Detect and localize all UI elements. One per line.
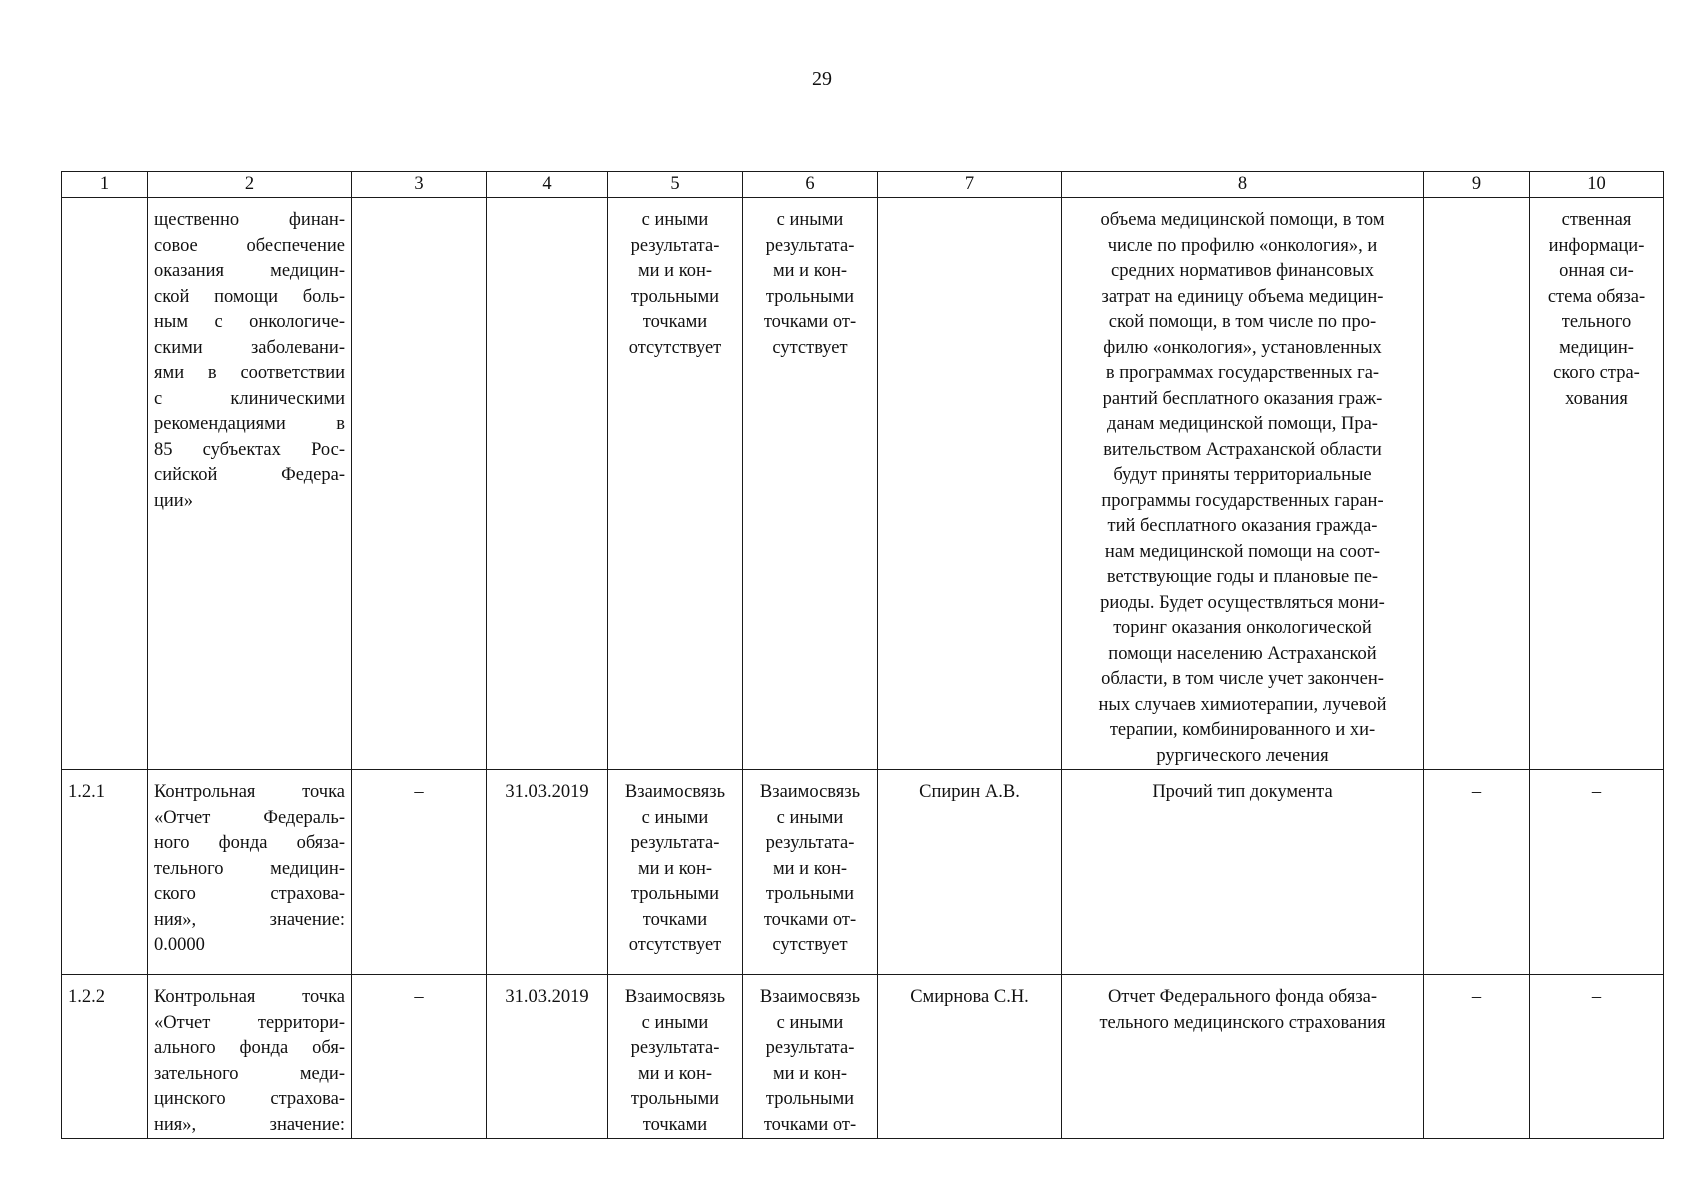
cell-text-line: торинг оказания онкологической — [1113, 618, 1372, 638]
column-header: 1 — [62, 172, 148, 198]
cell-text-line: трольными — [765, 884, 855, 904]
cell-text-line: онная си- — [1559, 261, 1634, 281]
cell-text-line: ственная — [1561, 210, 1632, 230]
cell-text-line: оказания медицин- — [154, 261, 345, 281]
cell-text-line: ми и кон- — [637, 858, 713, 879]
cell-description — [148, 198, 352, 770]
cell-text-line: – — [1591, 987, 1602, 1007]
cell-text-line: сийской Федера- — [154, 465, 345, 485]
cell-text-line: тельного медицинского страхования — [1099, 1012, 1386, 1033]
cell-text-line: ми и кон- — [772, 1063, 848, 1084]
cell-level: – — [1424, 770, 1530, 975]
document-table — [61, 171, 1664, 1139]
cell-text-line: ями в соответствии — [154, 363, 345, 383]
cell-text-line: ветствующие годы и плановые пе- — [1106, 567, 1379, 587]
cell-text-line: филю «онкология», установленных — [1103, 337, 1382, 358]
table-row — [62, 198, 1664, 770]
cell-text-line: точками — [642, 312, 708, 332]
cell-text-line: тельного медицин- — [154, 858, 345, 879]
cell-number: 1.2.1 — [62, 770, 148, 975]
cell-text-line: совое обеспечение — [154, 235, 345, 256]
cell-text-line: числе по профилю «онкология», и — [1107, 235, 1378, 256]
cell-text-line: ми и кон- — [637, 261, 713, 281]
cell-text-line: Контрольная точка — [154, 782, 345, 802]
cell-text-line: результата- — [630, 833, 720, 853]
table-row — [62, 975, 1664, 1139]
cell-text-line: ми и кон- — [637, 1063, 713, 1084]
cell-text-line: с клиническими — [154, 388, 345, 409]
cell-start-date: – — [352, 770, 487, 975]
cell-text-line: вительством Астраханской области — [1103, 439, 1382, 460]
cell-text-line: терапии, комбинированного и хи- — [1109, 720, 1376, 740]
cell-text-line: трольными — [765, 1089, 855, 1109]
cell-text-line: ского стра- — [1553, 363, 1640, 383]
cell-text-line: Прочий тип документа — [1152, 782, 1333, 802]
cell-text-line: ния», значение: — [154, 909, 345, 930]
cell-description — [148, 975, 352, 1139]
cell-end-date — [487, 198, 608, 770]
cell-text-line: с иными — [776, 1012, 844, 1033]
cell-text-line: «Отчет территори- — [154, 1012, 345, 1033]
cell-text-line: результата- — [630, 1038, 720, 1058]
cell-number — [62, 198, 148, 770]
cell-text-line: с иными — [776, 210, 844, 230]
cell-text-line: стема обяза- — [1547, 286, 1646, 307]
cell-text-line: с иными — [641, 210, 709, 230]
cell-document-type — [1062, 975, 1424, 1139]
column-header: 2 — [148, 172, 352, 198]
cell-responsible: Смирнова С.Н. — [878, 975, 1062, 1139]
column-header: 7 — [878, 172, 1062, 198]
cell-text-line: сутствует — [772, 337, 848, 358]
cell-number: 1.2.2 — [62, 975, 148, 1139]
table-row — [62, 770, 1664, 975]
header-row — [62, 172, 1664, 198]
cell-text-line: помощи населению Астраханской — [1108, 643, 1377, 664]
cell-text-line: точками от- — [763, 312, 857, 332]
cell-text-line: ции» — [154, 490, 193, 511]
cell-text-line: точками — [642, 909, 708, 930]
cell-text-line: в программах государственных га- — [1105, 363, 1380, 383]
cell-text-line: нам медицинской помощи на соот- — [1104, 541, 1381, 562]
cell-text-line: трольными — [630, 286, 720, 307]
cell-level — [1424, 198, 1530, 770]
cell-text-line: рекомендациями в — [154, 414, 345, 434]
cell-text-line: риоды. Будет осуществляться мони- — [1100, 592, 1385, 613]
column-header: 4 — [487, 172, 608, 198]
cell-end-date: 31.03.2019 — [487, 770, 608, 975]
cell-text-line: результата- — [765, 235, 855, 256]
column-header: 6 — [743, 172, 878, 198]
cell-text-line: Взаимосвязь — [624, 782, 726, 802]
cell-successor — [743, 770, 878, 975]
cell-information-system — [1530, 770, 1664, 975]
cell-text-line: точками от- — [763, 909, 857, 930]
cell-text-line: ального фонда обя- — [154, 1038, 345, 1058]
cell-successor — [743, 198, 878, 770]
cell-text-line: с иными — [641, 807, 709, 828]
column-header: 5 — [608, 172, 743, 198]
cell-text-line: затрат на единицу объема медицин- — [1101, 286, 1384, 307]
cell-text-line: ми и кон- — [772, 858, 848, 879]
cell-text-line: программы государственных гаран- — [1101, 490, 1384, 511]
cell-text-line: ным с онкологиче- — [154, 312, 345, 332]
cell-text-line: точками от- — [763, 1114, 857, 1135]
cell-text-line: цинского страхова- — [154, 1089, 345, 1109]
cell-text-line: результата- — [630, 235, 720, 256]
cell-text-line: ской помощи, в том числе по про- — [1108, 312, 1377, 332]
cell-text-line: рургического лечения — [1156, 745, 1329, 766]
cell-start-date — [352, 198, 487, 770]
cell-text-line: 85 субъектах Рос- — [154, 439, 345, 460]
cell-text-line: данам медицинской помощи, Пра- — [1107, 414, 1378, 434]
column-header: 10 — [1530, 172, 1664, 198]
column-header: 3 — [352, 172, 487, 198]
cell-text-line: медицин- — [1559, 337, 1634, 358]
cell-document-type — [1062, 770, 1424, 975]
cell-start-date: – — [352, 975, 487, 1139]
cell-text-line: результата- — [765, 1038, 855, 1058]
cell-text-line: точками — [642, 1114, 708, 1135]
cell-predecessor — [608, 770, 743, 975]
cell-text-line: ской помощи боль- — [154, 286, 345, 307]
cell-text-line: «Отчет Федераль- — [154, 807, 345, 828]
cell-text-line: Отчет Федерального фонда обяза- — [1107, 987, 1378, 1007]
cell-level: – — [1424, 975, 1530, 1139]
cell-end-date: 31.03.2019 — [487, 975, 608, 1139]
cell-text-line: скими заболевани- — [154, 337, 345, 358]
cell-text-line: Взаимосвязь — [624, 987, 726, 1007]
cell-text-line: результата- — [765, 833, 855, 853]
cell-successor — [743, 975, 878, 1139]
cell-text-line: Контрольная точка — [154, 987, 345, 1007]
cell-text-line: отсутствует — [628, 935, 722, 955]
page-number: 29 — [812, 68, 832, 90]
cell-text-line: тельного — [1561, 312, 1632, 332]
cell-text-line: трольными — [765, 286, 855, 307]
cell-text-line: объема медицинской помощи, в том — [1100, 210, 1385, 230]
cell-text-line: с иными — [776, 807, 844, 828]
cell-text-line: 0.0000 — [154, 935, 205, 955]
cell-predecessor — [608, 975, 743, 1139]
cell-text-line: области, в том числе учет закончен- — [1101, 669, 1384, 689]
cell-text-line: хования — [1565, 388, 1628, 409]
cell-text-line: сутствует — [772, 935, 848, 955]
cell-text-line: Взаимосвязь — [759, 987, 861, 1007]
cell-text-line: средних нормативов финансовых — [1111, 261, 1374, 281]
cell-text-line: ного фонда обяза- — [154, 833, 345, 853]
cell-text-line: ных случаев химиотерапии, лучевой — [1098, 694, 1387, 715]
cell-text-line: трольными — [630, 884, 720, 904]
cell-description — [148, 770, 352, 975]
cell-information-system — [1530, 975, 1664, 1139]
column-header: 9 — [1424, 172, 1530, 198]
cell-text-line: с иными — [641, 1012, 709, 1033]
cell-text-line: трольными — [630, 1089, 720, 1109]
cell-text-line: ми и кон- — [772, 261, 848, 281]
cell-responsible: Спирин А.В. — [878, 770, 1062, 975]
column-header: 8 — [1062, 172, 1424, 198]
cell-document-type — [1062, 198, 1424, 770]
cell-text-line: щественно финан- — [154, 210, 345, 230]
cell-text-line: ния», значение: — [154, 1114, 345, 1135]
cell-information-system — [1530, 198, 1664, 770]
cell-text-line: – — [1591, 782, 1602, 802]
cell-text-line: Взаимосвязь — [759, 782, 861, 802]
cell-text-line: информаци- — [1548, 235, 1645, 256]
cell-text-line: рантий бесплатного оказания граж- — [1102, 388, 1383, 409]
cell-text-line: зательного меди- — [154, 1063, 345, 1084]
cell-text-line: ского страхова- — [154, 884, 345, 904]
cell-text-line: будут приняты территориальные — [1113, 465, 1372, 485]
cell-text-line: отсутствует — [628, 337, 722, 358]
cell-responsible — [878, 198, 1062, 770]
cell-text-line: тий бесплатного оказания гражда- — [1107, 516, 1378, 536]
cell-predecessor — [608, 198, 743, 770]
